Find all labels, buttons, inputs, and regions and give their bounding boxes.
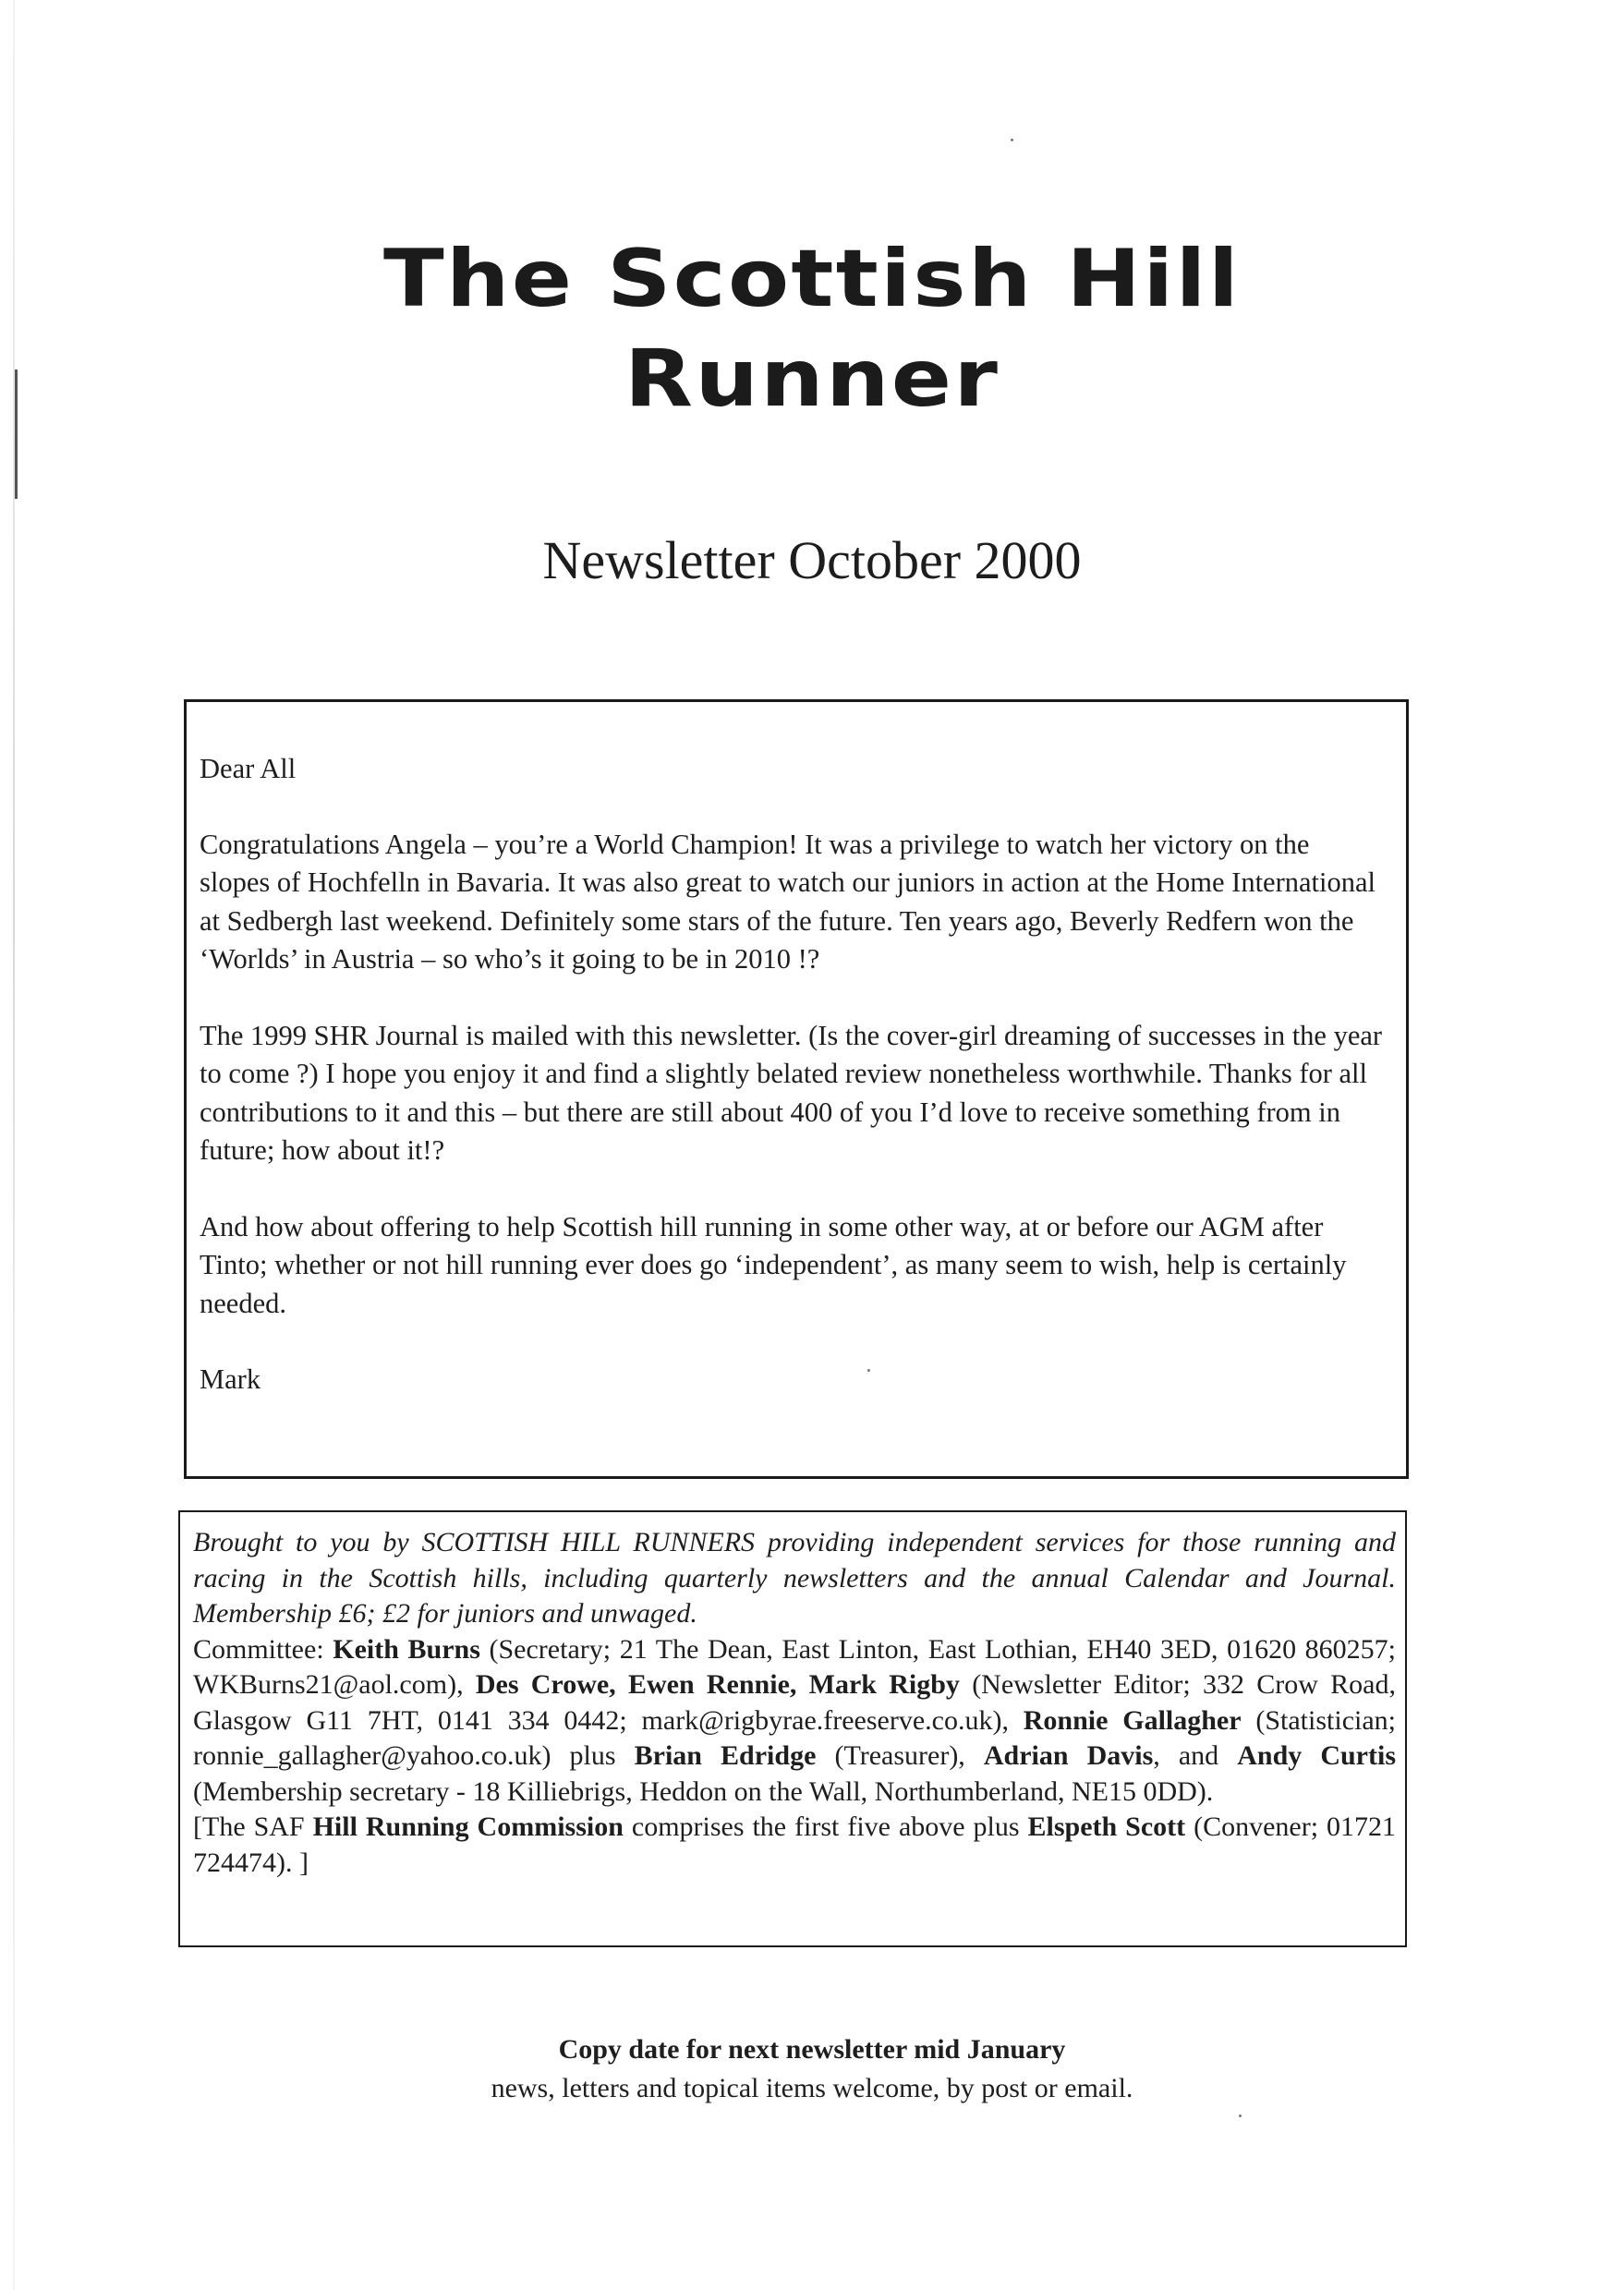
rigby-details: (Newsletter Editor; 332 Crow Road, Glasgow G11 7HT, 0141 334 0442; mark@rigbyrae.freeserve.co.uk), bbox=[193, 1669, 1396, 1736]
editor-letter-box bbox=[184, 699, 1409, 1479]
title-line-1: The Scottish Hill bbox=[382, 233, 1242, 325]
club-intro: Brought to you by SCOTTISH HILL RUNNERS providing independent services for those running and racing in the Scottish hills, including quarterly newsletters and the annual Calendar and Journal. Membership £6; £2 for juniors and unwaged. bbox=[193, 1527, 1396, 1629]
names-committee: Des Crowe, Ewen Rennie, Mark Rigby bbox=[475, 1669, 960, 1700]
name-brian-edridge: Brian Edridge bbox=[634, 1740, 817, 1771]
brian-details: (Treasurer), bbox=[816, 1740, 984, 1771]
and-text: , and bbox=[1153, 1740, 1238, 1771]
letter-signature: Mark bbox=[200, 1363, 261, 1395]
page-footer bbox=[0, 2030, 1624, 2108]
committee-list bbox=[193, 1632, 1396, 1811]
name-ronnie-gallagher: Ronnie Gallagher bbox=[1023, 1704, 1242, 1736]
commission-name: Hill Running Commission bbox=[312, 1811, 624, 1842]
committee-label: Committee: bbox=[193, 1633, 333, 1665]
commission-text: comprises the first five above plus bbox=[623, 1811, 1028, 1842]
name-adrian-davis: Adrian Davis bbox=[983, 1740, 1154, 1771]
keith-details: (Secretary; 21 The Dean, East Linton, East Lothian, EH40 3ED, 01620 860257; WKBurns21@aol.com), bbox=[193, 1633, 1397, 1700]
commission-note bbox=[193, 1810, 1396, 1881]
submissions-note: news, letters and topical items welcome, by post or email. bbox=[491, 2073, 1133, 2103]
saf-prefix: [The SAF bbox=[193, 1811, 313, 1842]
ronnie-details: (Statistician; ronnie_gallagher@yahoo.co.uk) plus bbox=[193, 1704, 1396, 1771]
name-elspeth-scott: Elspeth Scott bbox=[1027, 1811, 1186, 1842]
newsletter-title bbox=[0, 229, 1624, 429]
newsletter-date: Newsletter October 2000 bbox=[542, 530, 1082, 590]
scan-speck bbox=[1011, 139, 1013, 141]
name-keith-burns: Keith Burns bbox=[333, 1633, 480, 1665]
letter-greeting: Dear All bbox=[200, 753, 297, 784]
letter-paragraph: Congratulations Angela – you’re a World Champion! It was a privilege to watch her victory on the slopes of Hochfelln in Bavaria. It was also great to watch our juniors in action at the Home International at Sedbergh last weekend. Definitely some stars of the future. Ten years ago, Beverly Redfern won the ‘Worlds’ in Austria – so who’s it going to be in 2010 !? bbox=[200, 828, 1376, 975]
letter-paragraph: The 1999 SHR Journal is mailed with this newsletter. (Is the cover-girl dreaming of successes in the year to come ?) I hope you enjoy it and find a slightly belated review nonetheless worthwhile. Thanks for all contributions to it and this – but there are still about 400 of you I’d love to receive something from in future; how about it!? bbox=[200, 1019, 1383, 1166]
title-line-2: Runner bbox=[624, 333, 1000, 425]
elspeth-details: (Convener; 01721 724474). ] bbox=[193, 1811, 1396, 1878]
scan-speck bbox=[1239, 2114, 1242, 2117]
club-info-box bbox=[178, 1510, 1407, 1947]
andy-details: (Membership secretary - 18 Killiebrigs, Heddon on the Wall, Northumberland, NE15 0DD). bbox=[193, 1775, 1214, 1807]
copy-date-note: Copy date for next newsletter mid January bbox=[558, 2034, 1066, 2065]
name-andy-curtis: Andy Curtis bbox=[1237, 1740, 1396, 1771]
letter-paragraph: And how about offering to help Scottish hill running in some other way, at or before our AGM after Tinto; whether or not hill running ever does go ‘independent’, as many seem to wish, help is certainly needed. bbox=[200, 1210, 1347, 1319]
scan-speck bbox=[867, 1369, 870, 1372]
